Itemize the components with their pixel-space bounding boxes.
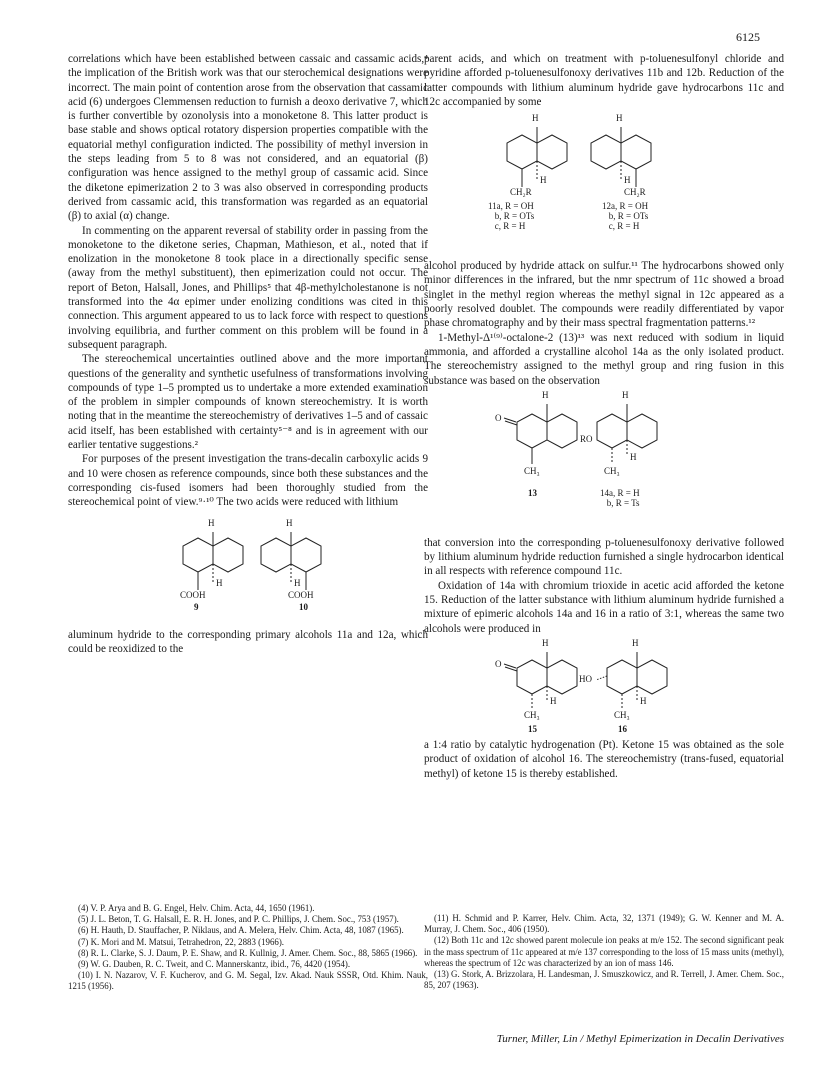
atom-label: O: [495, 658, 502, 669]
footnote: (13) G. Stork, A. Brizzolara, H. Landesman, J. Smuszkowicz, and R. Terrell, J. Amer. Chem. Soc., 85, 207 (1963).: [424, 969, 784, 991]
atom-label: H: [542, 637, 549, 648]
paragraph: correlations which have been established between cassaic and cassamic acids,⁴ the implication of the British work was that our sterochemical designations were incorrect. The main point of contention arose from the observation that cassamic acid (6) undergoes Clemmensen reduction to furnish a deoxo derivative 7, which is further convertible by ozonolysis into a monoketone 8. This latter product is base stable and shows optical rotatory dispersion properties compatible with the equatorial methyl configuration indicted. The possibility of methyl inversion in the steps leading from 5 to 8 was not considered, and an equatorial (β) configuration was hence assigned to the methyl group of cassamic acid. Since the diketone epimerization 2 to 3 was also observed in corresponding products derived from cassamic acid, this transformation was regarded as an equatorial (β) to axial (α) change.: [68, 53, 428, 223]
group-label: CH₃: [524, 709, 540, 720]
atom-label: H: [532, 113, 539, 124]
paragraph: parent acids, and which on treatment with p-toluenesulfonyl chloride and pyridine afforded p-toluenesulfonoxy derivatives 11b and 12b. Reduction of the latter compounds with lithium aluminum hydride gave hydrocarbons 11c and 12c accompanied by some: [424, 53, 784, 108]
paragraph: alcohol produced by hydride attack on sulfur.¹¹ The hydrocarbons showed only minor differences in the infrared, but the nmr spectrum of 11c showed a broad singlet in the methyl region whereas the methyl signal in 12c appeared as a poorly resolved doublet. The compounds were readily differentiated by vapor phase chromatography and by their mass spectral fragmentation patterns.¹²: [424, 260, 784, 330]
group-label: CH₃: [524, 465, 540, 476]
footnotes-right: [424, 913, 784, 991]
figure-compounds-9-10: [68, 510, 428, 628]
paragraph: aluminum hydride to the corresponding primary alcohols 11a and 12a, which could be reoxidized to the: [68, 628, 428, 655]
compound-label: 13: [528, 487, 537, 498]
right-column: [424, 52, 784, 781]
compound-label: 14a, R = H b, R = Ts: [600, 487, 640, 508]
footnote: (10) I. N. Nazarov, V. F. Kucherov, and G. M. Segal, Izv. Akad. Nauk SSSR, Otd. Khim. Nauk, 1215 (1956).: [68, 970, 428, 992]
atom-label: H: [616, 113, 623, 124]
group-label: CH₂R: [624, 187, 646, 198]
footnote: (7) K. Mori and M. Matsui, Tetrahedron, 22, 2883 (1966).: [78, 936, 285, 947]
footnote: (12) Both 11c and 12c showed parent molecule ion peaks at m/e 152. The second significant peak in the mass spectrum of 11c appeared at m/e 137 corresponding to the loss of 15 mass units (methyl), whereas the spectrum of 12c was characterized by an ion of mass 146.: [424, 935, 784, 968]
paragraph: Oxidation of 14a with chromium trioxide in acetic acid afforded the ketone 15. Reduction of the latter substance with lithium aluminum hydride furnished a mixture of epimeric alcohols 14a and 16 in a ratio of 3:1, whereas the same two alcohols were produced in: [424, 579, 784, 635]
structure-drawing: [68, 510, 428, 628]
compound-label: 16: [618, 723, 627, 734]
structure-drawing: [424, 636, 784, 738]
footnotes-left: [68, 903, 428, 993]
page-number: 6125: [736, 30, 760, 44]
structure-drawing: [424, 388, 784, 536]
group-label: COOH: [288, 589, 314, 600]
compound-label: 10: [299, 601, 308, 612]
footnote: (6) H. Hauth, D. Stauffacher, P. Niklaus, and A. Melera, Helv. Chim. Acta, 48, 1087 (1965).: [78, 925, 404, 936]
atom-label: H: [208, 517, 215, 528]
figure-compounds-15-16: [424, 636, 784, 738]
atom-label: H: [630, 451, 637, 462]
footnote: (5) J. L. Beton, T. G. Halsall, E. R. H. Jones, and P. C. Phillips, J. Chem. Soc., 753 (1957).: [78, 914, 399, 925]
footnote: (11) H. Schmid and P. Karrer, Helv. Chim. Acta, 32, 1371 (1949); G. W. Kenner and M. A. Murray, J. Chem. Soc., 406 (1950).: [424, 913, 784, 935]
paragraph: For purposes of the present investigation the trans-decalin carboxylic acids 9 and 10 were chosen as reference compounds, since both these substances and the corresponding cis-fused isomers had been thoroughly studied from the stereochemical point of view.⁹·¹⁰ The two acids were reduced with lithium: [68, 453, 428, 509]
running-head: Turner, Miller, Lin / Methyl Epimerization in Decalin Derivatives: [496, 1033, 784, 1045]
footnote: (9) W. G. Dauben, R. C. Tweit, and C. Mannerskantz, ibid., 76, 4420 (1954).: [78, 959, 351, 970]
atom-label: H: [550, 695, 557, 706]
paragraph: a 1:4 ratio by catalytic hydrogenation (Pt). Ketone 15 was obtained as the sole product of oxidation of alcohol 16. The stereochemistry (trans-fused, equatorial methyl) of ketone 15 is thereby established.: [424, 738, 784, 780]
paragraph: The stereochemical uncertainties outlined above and the more important questions of the generality and synthetic usefulness of transformations involving compounds of type 1–5 prompted us to undertake a more extended examination of the problem in simpler compounds of known stereochemistry. It is worth noting that in the meantime the stereochemistry of derivatives 1–5 and of cassaic acid itself, has been established with certainty⁵⁻⁸ and is in agreement with our earlier tentative suggestions.²: [68, 353, 428, 452]
footnote: (4) V. P. Arya and B. G. Engel, Helv. Chim. Acta, 44, 1650 (1961).: [78, 903, 315, 913]
atom-label: H: [216, 577, 223, 588]
group-label: RO: [580, 433, 593, 444]
group-label: COOH: [180, 589, 206, 600]
paragraph: In commenting on the apparent reversal of stability order in passing from the monoketone to the diketone series, Chapman, Mathieson, et al., noted that if enolization in the monoketone 8 took place in a directionally specific sense (away from the methyl substituent), then epimerization could not occur. The report of Beton, Halsall, Jones, and Phillips⁵ that 4β-methylcholestanone is not transformed into the 4α epimer under enolizing conditions was cited in this connection. This argument appeared to us to lack force with respect to questions involving equilibria, and further comment on this problem will be found in a subsequent paragraph.: [68, 224, 428, 351]
compound-label: 9: [194, 601, 199, 612]
atom-label: H: [540, 175, 547, 186]
atom-label: O: [495, 412, 502, 423]
atom-label: H: [286, 517, 293, 528]
figure-compounds-11-12: [424, 109, 784, 259]
group-label: CH₂R: [510, 187, 532, 198]
group-label: CH₃: [604, 465, 620, 476]
paragraph: 1-Methyl-Δ¹⁽⁹⁾-octalone-2 (13)¹³ was next reduced with sodium in liquid ammonia, and afforded a crystalline alcohol 14a as the only isolated product. The stereochemistry assigned to the methyl group and ring fusion in this substance was based on the observation: [424, 331, 784, 387]
compound-label: 15: [528, 723, 537, 734]
atom-label: H: [294, 577, 301, 588]
group-label: CH₃: [614, 709, 630, 720]
atom-label: H: [622, 389, 629, 400]
atom-label: H: [632, 637, 639, 648]
atom-label: H: [624, 175, 631, 186]
footnote: (8) R. L. Clarke, S. J. Daum, P. E. Shaw, and R. Kullnig, J. Amer. Chem. Soc., 88, 5865 (1966).: [78, 947, 418, 958]
left-column: [68, 52, 428, 656]
atom-label: H: [640, 695, 647, 706]
atom-label: H: [542, 389, 549, 400]
paragraph: that conversion into the corresponding p-toluenesulfonoxy derivative followed by lithium aluminum hydride reduction furnished a single hydrocarbon identical in all respects with reference compound 11c.: [424, 536, 784, 578]
compound-label: 12a, R = OH b, R = OTs c, R = H: [602, 201, 649, 232]
structure-drawing: [424, 109, 784, 259]
compound-label: 11a, R = OH b, R = OTs c, R = H: [488, 201, 535, 232]
figure-compounds-13-14: [424, 388, 784, 536]
group-label: HO: [579, 673, 592, 684]
